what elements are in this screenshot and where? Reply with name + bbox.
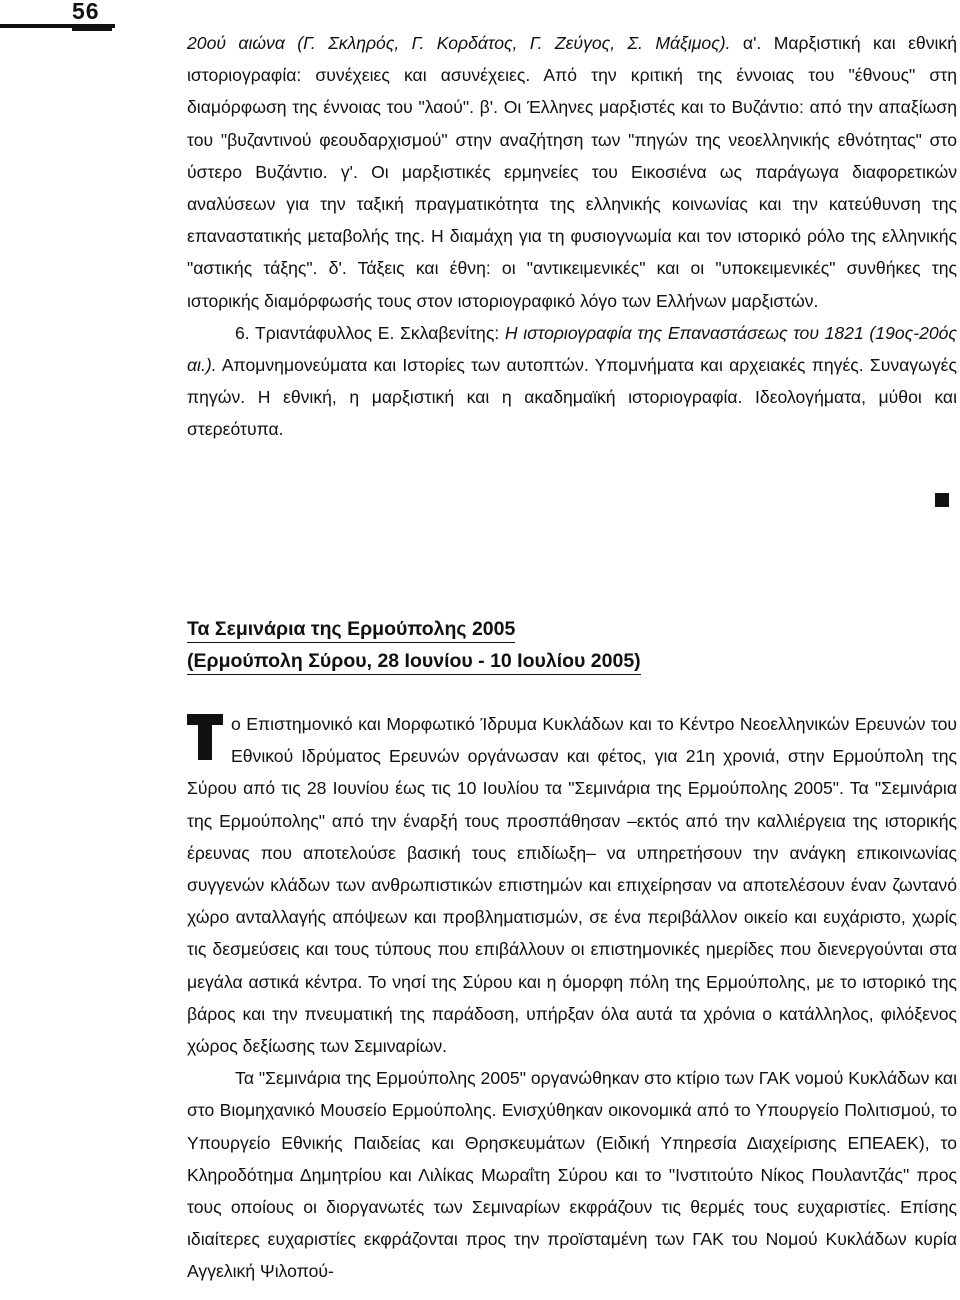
dropcap-t [187,714,223,760]
article-paragraph-1 [187,708,957,1062]
intro-text [187,27,957,446]
article-paragraph-2: Τα "Σεμινάρια της Ερμούπολης 2005" οργανώθηκαν στο κτίριο των ΓΑΚ νομού Κυκλάδων και στο Βιομηχανικό Μουσείο Ερμούπολης. Ενισχύθηκαν οικονομικά από το Υπουργείο Πολιτισμού, το Υπουργείο Εθνικής Παιδείας και Θρησκευμάτων (Ειδική Υπηρεσία Διαχείρισης ΕΠΕΑΕΚ), το Κληροδότημα Δημητρίου και Λιλίκας Μωραΐτη Σύρου και το "Ινστιτούτο Νίκος Πουλαντζάς" προς τους οποίους οι διοργανωτές των Σεμιναρίων εκφράζουν τις θερμές τους ευχαριστίες. Επίσης ιδιαίτερες ευχαριστίες εκφράζονται προς την προϊσταμένη των ΓΑΚ του Νομού Κυκλάδων κυρία Αγγελική Ψιλοπού- [187,1068,957,1282]
dropcap-stem [198,724,212,760]
page-number-underline [72,27,112,31]
section-end-square [935,493,949,507]
article-body [187,708,957,1288]
section-title-line-1: Τα Σεμινάρια της Ερμούπολης 2005 [187,617,515,643]
section-title [187,615,957,679]
intro-paragraph-1: 20ού αιώνα (Γ. Σκληρός, Γ. Κορδάτος, Γ. Ζεύγος, Σ. Μάξιμος). α'. Μαρξιστική και εθνική ιστοριογραφία: συνέχειες και ασυνέχειες. Από την κριτική της έννοιας του "έθνους" στη διαμόρφωση της έννοιας του "λαού". β'. Οι Έλληνες μαρξιστές και το Βυζάντιο: από την απαξίωση του "βυζαντινού φεουδαρχισμού" στην αναζήτηση των "πηγών της νεοελληνικής εθνότητας" στο ύστερο Βυζάντιο. γ'. Οι μαρξιστικές ερμηνείες του Εικοσιένα ως παράγωγα διαφορετικών αναλύσεων για την ταξική πραγματικότητα της ελληνικής κοινωνίας και την κατεύθυνση της επαναστατικής μεταβολής της. Η διαμάχη για τη φυσιογνωμία και τον ιστορικό ρόλο της ελληνικής "αστικής τάξης". δ'. Τάξεις και έθνη: οι "αντικειμενικές" και οι "υποκειμενικές" συνθήκες της ιστορικής διαμόρφωσής τους στον ιστοριογραφικό λόγο των Ελλήνων μαρξιστών. [187,33,957,311]
page-number: 56 [72,0,100,24]
section-title-line-2: (Ερμούπολη Σύρου, 28 Ιουνίου - 10 Ιουλίου 2005) [187,649,641,675]
article-paragraph-1-text: ο Επιστημονικό και Μορφωτικό Ίδρυμα Κυκλάδων και το Κέντρο Νεοελληνικών Ερευνών του Εθνικού Ιδρύματος Ερευνών οργάνωσαν και φέτος, για 21η χρονιά, στην Ερμούπολη της Σύρου από τις 28 Ιουνίου έως τις 10 Ιουλίου τα "Σεμινάρια της Ερμούπολης 2005". Τα "Σεμινάρια της Ερμούπολης" από την έναρξή τους προσπάθησαν –εκτός από την καλλιέργεια της ιστορικής έρευνας που αποτελούσε βασική τους επιδίωξη– να υπηρετήσουν την ανάγκη επικοινωνίας συγγενών κλάδων των ανθρωπιστικών επιστημών και επιχείρησαν να αποτελέσουν έναν ζωντανό χώρο ανταλλαγής απόψεων και προβληματισμών, σε ένα περιβάλλον οικείο και ευχάριστο, χωρίς τις δεσμεύσεις και τους τύπους που επιβάλλουν οι επιστημονικές ημερίδες που διενεργούνται στα μεγάλα αστικά κέντρα. Το νησί της Σύρου και η όμορφη πόλη της Ερμούπολης, με το ιστορικό της βάρος και την πνευματική της παράδοση, υπήρξαν όλα αυτά τα χρόνια ο κατάλληλος, φιλόξενος χώρος δεξίωσης των Σεμιναρίων. [187,714,957,1057]
intro-paragraph-2: 6. Τριαντάφυλλος Ε. Σκλαβενίτης: Η ιστοριογραφία της Επαναστάσεως του 1821 (19ος-20ός αι.). Απομνημονεύματα και Ιστορίες των αυτοπτών. Υπομνήματα και αρχειακές πηγές. Συναγωγές πηγών. Η εθνική, η μαρξιστική και η ακαδημαϊκή ιστοριογραφία. Ιδεολογήματα, μύθοι και στερεότυπα. [187,322,957,440]
italic-segment: 20ού αιώνα (Γ. Σκληρός, Γ. Κορδάτος, Γ. Ζεύγος, Σ. Μάξιμος). [187,33,731,53]
italic-segment: Η ιστοριογραφία της Επαναστάσεως του 1821 (19ος-20ός αι.). [187,322,957,376]
page-number-block [0,0,120,40]
